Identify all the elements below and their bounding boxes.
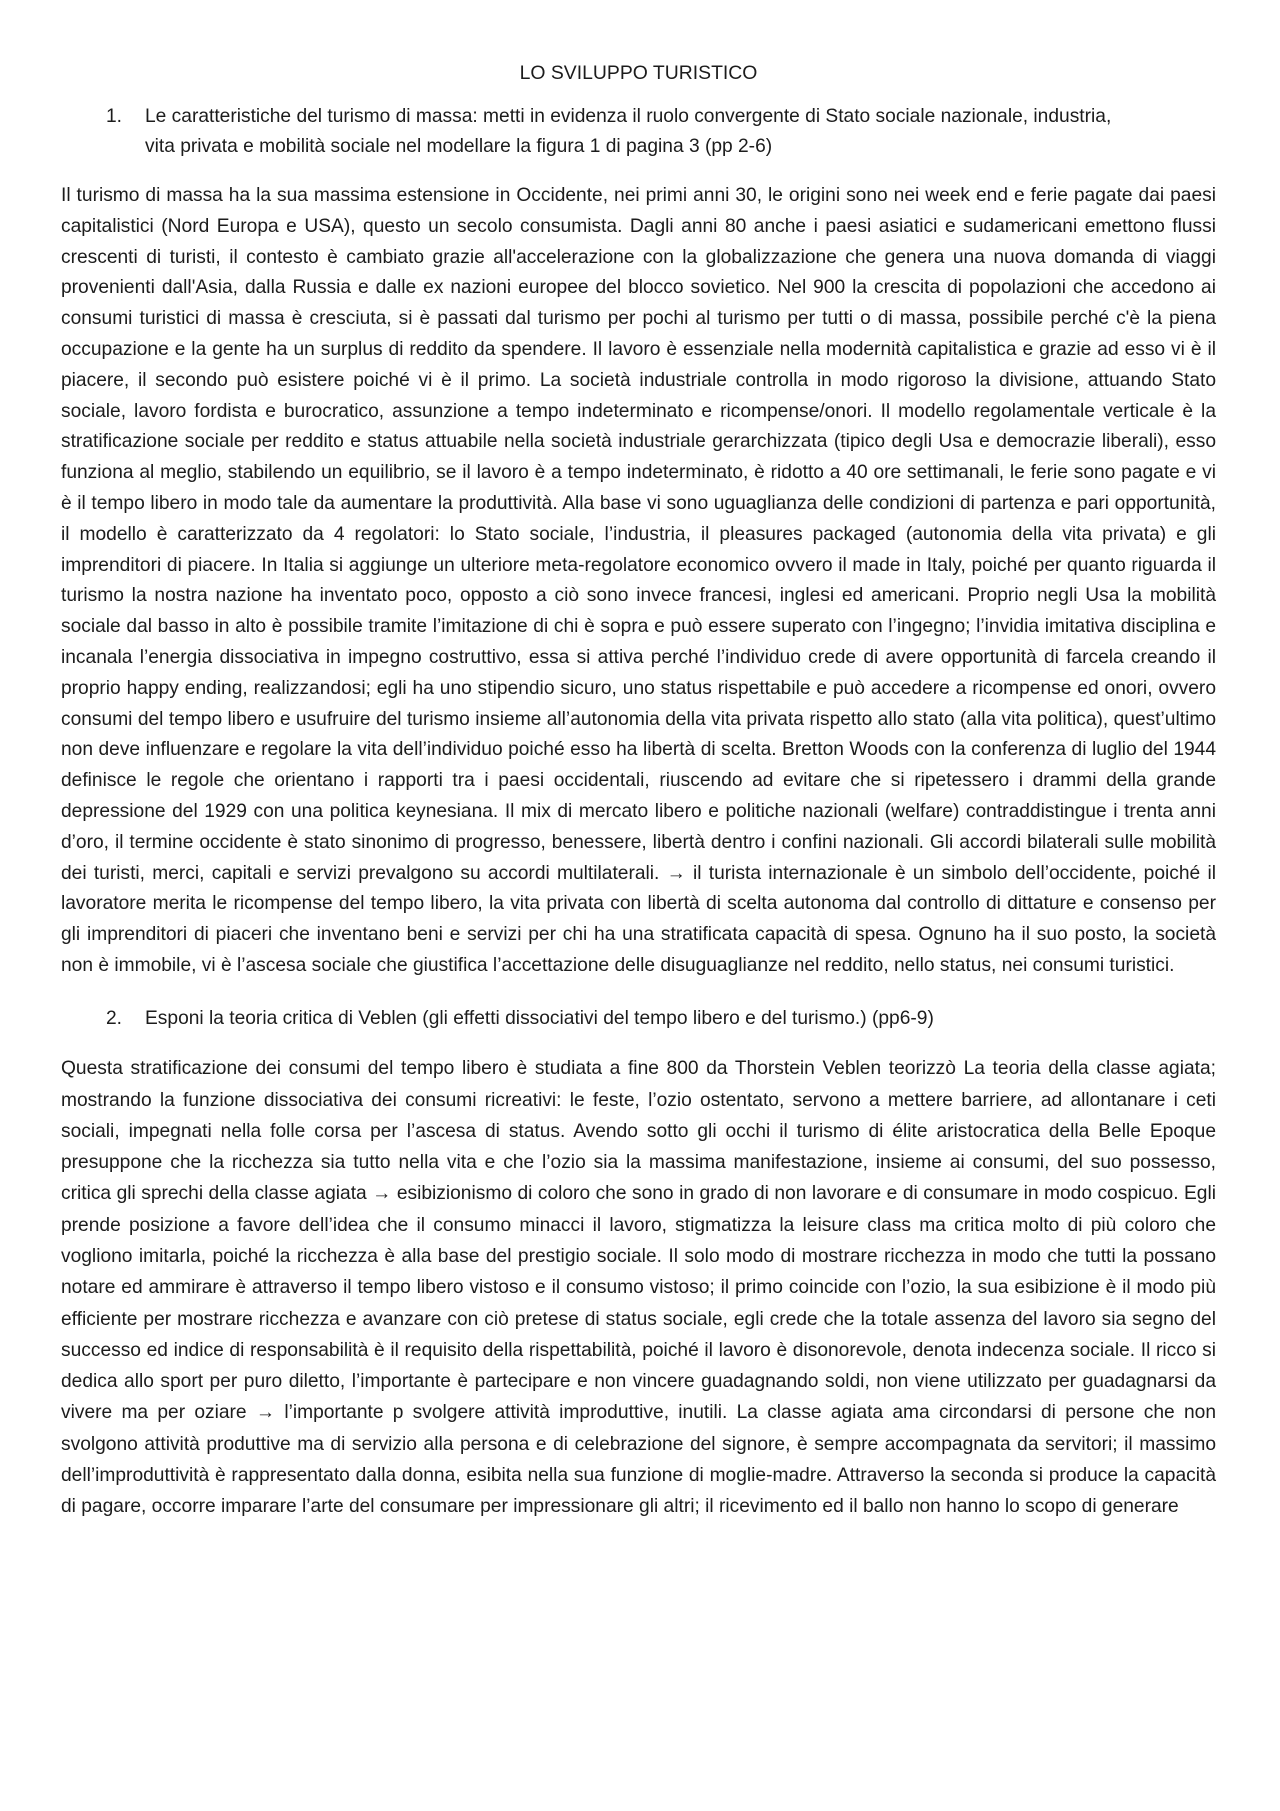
answer-2-paragraph: Questa stratificazione dei consumi del tempo libero è studiata a fine 800 da Thorstein Veblen teorizzò La teoria della classe agiata; mostrando la funzione dissociativa dei consumi ricreativi: le feste, l’ozio ostentato, servono a mettere barriere, ad allontanare i ceti sociali, impegnati nella folle corsa per l’ascesa di status. Avendo sotto gli occhi il turismo di élite aristocratica della Belle Epoque presuppone che la ricchezza sia tutto nella vita e che l’ozio sia la massima manifestazione, insieme ai consumi, del suo possesso, critica gli sprechi della classe agiata → esibizionismo di coloro che sono in grado di non lavorare e di consumare in modo cospicuo. Egli prende posizione a favore dell’idea che il consumo minacci il lavoro, stigmatizza la leisure class ma critica molto di più coloro che vogliono imitarla, poiché la ricchezza è alla base del prestigio sociale. Il solo modo di mostrare ricchezza in modo che tutti la possano notare ed ammirare è attraverso il tempo libero vistoso e il consumo vistoso; il primo coincide con l’ozio, la sua esibizione è il modo più efficiente per mostrare ricchezza e avanzare con ciò pretese di status sociale, egli crede che la totale assenza del lavoro sia segno del successo ed indice di responsabilità è il requisito della rispettabilità, poiché il lavoro è disonorevole, denota indecenza sociale. Il ricco si dedica allo sport per puro diletto, l’importante è partecipare e non vincere guadagnando soldi, non viene utilizzato per guadagnarsi da vivere ma per oziare → l’importante p svolgere attività improduttive, inutili. La classe agiata ama circondarsi di persone che non svolgono attività produttive ma di servizio alla persona e di celebrazione del signore, è sempre accompagnata da servitori; il massimo dell’improduttività è rappresentato dalla donna, esibita nella sua funzione di moglie-madre. Attraverso la seconda si produce la capacità di pagare, occorre imparare l’arte del consumare per impressionare gli altri; il ricevimento ed il ballo non hanno lo scopo di generare [61, 1058, 1216, 1518]
document-title: LO SVILUPPO TURISTICO [519, 62, 758, 84]
question-2 [106, 1004, 1216, 1034]
question-1 [106, 102, 1216, 161]
question-1-text: Le caratteristiche del turismo di massa: metti in evidenza il ruolo convergente di Stato sociale nazionale, industria, vita privata e mobilità sociale nel modellare la figura 1 di pagina 3 (pp 2-6) [145, 106, 1112, 157]
answer-1-paragraph: Il turismo di massa ha la sua massima estensione in Occidente, nei primi anni 30, le origini sono nei week end e ferie pagate dai paesi capitalistici (Nord Europa e USA), questo un secolo consumista. Dagli anni 80 anche i paesi asiatici e sudamericani emettono flussi crescenti di turisti, il contesto è cambiato grazie all'accelerazione con la globalizzazione che genera una nuova domanda di viaggi provenienti dall'Asia, dalla Russia e dalle ex nazioni europee del blocco sovietico. Nel 900 la crescita di popolazioni che accedono ai consumi turistici di massa è cresciuta, si è passati dal turismo per pochi al turismo per tutti o di massa, possibile perché c'è la piena occupazione e la gente ha un surplus di reddito da spendere. Il lavoro è essenziale nella modernità capitalistica e grazie ad esso vi è il piacere, il secondo può esistere poiché vi è il primo. La società industriale controlla in modo rigoroso la divisione, attuando Stato sociale, lavoro fordista e burocratico, assunzione a tempo indeterminato e ricompense/onori. Il modello regolamentale verticale è la stratificazione sociale per reddito e status attuabile nella società industriale gerarchizzata (tipico degli Usa e democrazie liberali), esso funziona al meglio, stabilendo un equilibrio, se il lavoro è a tempo indeterminato, è ridotto a 40 ore settimanali, le ferie sono pagate e vi è il tempo libero in modo tale da aumentare la produttività. Alla base vi sono uguaglianza delle condizioni di partenza e pari opportunità, il modello è caratterizzato da 4 regolatori: lo Stato sociale, l’industria, il pleasures packaged (autonomia della vita privata) e gli imprenditori di piacere. In Italia si aggiunge un ulteriore meta-regolatore economico ovvero il made in Italy, poiché per quanto riguarda il turismo la nostra nazione ha inventato poco, opposto a ciò sono invece francesi, inglesi ed americani. Proprio negli Usa la mobilità sociale dal basso in alto è possibile tramite l’imitazione di chi è sopra e può essere superato con l’ingegno; l’invidia imitativa disciplina e incanala l’energia dissociativa in impegno costruttivo, essa si attiva perché l’individuo crede di avere opportunità di farcela creando il proprio happy ending, realizzandosi; egli ha uno stipendio sicuro, uno status rispettabile e può accedere a ricompense ed onori, ovvero consumi del tempo libero e usufruire del turismo insieme all’autonomia della vita privata rispetto allo stato (alla vita politica), quest’ultimo non deve influenzare e regolare la vita dell’individuo poiché esso ha libertà di scelta. Bretton Woods con la conferenza di luglio del 1944 definisce le regole che orientano i rapporti tra i paesi occidentali, riuscendo ad evitare che si ripetessero i drammi della grande depressione del 1929 con una politica keynesiana. Il mix di mercato libero e politiche nazionali (welfare) contraddistingue i trenta anni d’oro, il termine occidente è stato sinonimo di progresso, benessere, libertà dentro i confini nazionali. Gli accordi bilaterali sulle mobilità dei turisti, merci, capitali e servizi prevalgono su accordi multilaterali. → il turista internazionale è un simbolo dell’occidente, poiché il lavoratore merita le ricompense del tempo libero, la vita privata con libertà di scelta autonoma dal controllo di dittature e consenso per gli imprenditori di piaceri che inventano beni e servizi per chi ha una stratificata capacità di spesa. Ognuno ha il suo posto, la società non è immobile, vi è l’ascesa sociale che giustifica l’accettazione delle disuguaglianze nel reddito, nello status, nei consumi turistici. [61, 185, 1216, 976]
question-1-number: 1. [106, 106, 123, 127]
question-2-text: Esponi la teoria critica di Veblen (gli effetti dissociativi del tempo libero e del turismo.) (pp6-9) [145, 1007, 934, 1029]
question-2-number: 2. [106, 1007, 123, 1029]
